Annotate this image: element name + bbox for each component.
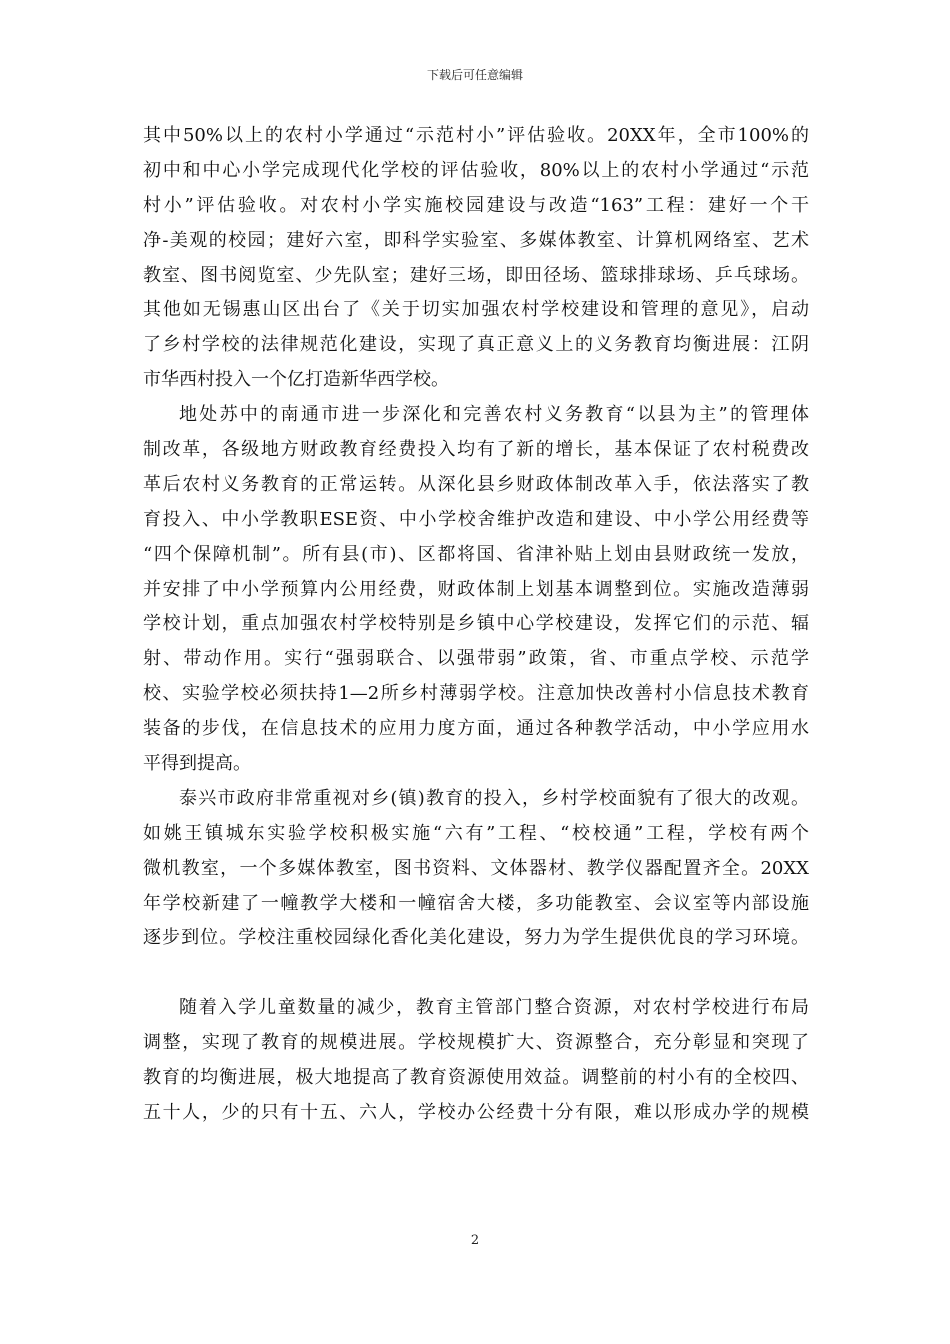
- text-line: 逐步到位。学校注重校园绿化香化美化建设，努力为学生提供优良的学习环境。: [143, 927, 809, 949]
- text-line: 市华西村投入一个亿打造新华西学校。: [143, 369, 449, 391]
- text-line: 五十人，少的只有十五、六人，学校办公经费十分有限，难以形成办学的规模: [143, 1101, 809, 1123]
- text-line: 村小”评估验收。对农村小学实施校园建设与改造“163”工程：建好一个干: [143, 194, 809, 216]
- text-line: 射、带动作用。实行“强弱联合、以强带弱”政策，省、市重点学校、示范学: [143, 648, 809, 670]
- text-line: 并安排了中小学预算内公用经费，财政体制上划基本调整到位。实施改造薄弱: [143, 578, 809, 600]
- document-body: [143, 119, 809, 1131]
- paragraph-4: [143, 991, 809, 1131]
- text-line: 平得到提高。: [143, 753, 251, 775]
- text-line: 微机教室，一个多媒体教室，图书资料、文体器材、教学仪器配置齐全。20XX: [143, 857, 809, 879]
- text-line: 革后农村义务教育的正常运转。从深化县乡财政体制改革入手，依法落实了教: [143, 473, 809, 495]
- text-line: “四个保障机制”。所有县(市)、区都将国、省津补贴上划由县财政统一发放，: [143, 543, 809, 565]
- paragraph-2: [143, 398, 809, 782]
- text-line: 制改革，各级地方财政教育经费投入均有了新的增长，基本保证了农村税费改: [143, 439, 809, 461]
- text-line: 泰兴市政府非常重视对乡(镇)教育的投入，乡村学校面貌有了很大的改观。: [179, 787, 809, 809]
- text-line: 如姚王镇城东实验学校积极实施“六有”工程、“校校通”工程，学校有两个: [143, 822, 809, 844]
- paragraph-1: [143, 119, 809, 398]
- page-number: 2: [470, 1233, 480, 1248]
- paragraph-spacer: [143, 956, 809, 991]
- text-line: 净-美观的校园；建好六室，即科学实验室、多媒体教室、计算机网络室、艺术: [143, 229, 809, 251]
- text-line: 装备的步伐，在信息技术的应用力度方面，通过各种教学活动，中小学应用水: [143, 718, 809, 740]
- paragraph-3: [143, 782, 809, 956]
- page-header: 下载后可任意编辑: [426, 68, 523, 82]
- text-line: 其他如无锡惠山区出台了《关于切实加强农村学校建设和管理的意见》，启动: [143, 299, 809, 321]
- text-line: 其中50%以上的农村小学通过“示范村小”评估验收。20XX年，全市100%的: [143, 125, 809, 146]
- text-line: 学校计划，重点加强农村学校特别是乡镇中心学校建设，发挥它们的示范、辐: [143, 613, 809, 635]
- text-line: 初中和中心小学完成现代化学校的评估验收，80%以上的农村小学通过“示范: [143, 159, 809, 181]
- text-line: 教室、图书阅览室、少先队室；建好三场，即田径场、篮球排球场、乒乓球场。: [143, 264, 809, 286]
- text-line: 地处苏中的南通市进一步深化和完善农村义务教育“以县为主”的管理体: [179, 404, 809, 426]
- text-line: 调整，实现了教育的规模进展。学校规模扩大、资源整合，充分彰显和突现了: [143, 1032, 809, 1054]
- text-line: 教育的均衡进展，极大地提高了教育资源使用效益。调整前的村小有的全校四、: [143, 1067, 809, 1089]
- text-line: 校、实验学校必须扶持1—2所乡村薄弱学校。注意加快改善村小信息技术教育: [143, 683, 809, 705]
- text-line: 了乡村学校的法律规范化建设，实现了真正意义上的义务教育均衡进展：江阴: [143, 334, 809, 356]
- text-line: 育投入、中小学教职ESE资、中小学校舍维护改造和建设、中小学公用经费等: [143, 508, 809, 530]
- text-line: 随着入学儿童数量的减少，教育主管部门整合资源，对农村学校进行布局: [179, 997, 809, 1019]
- text-line: 年学校新建了一幢教学大楼和一幢宿舍大楼，多功能教室、会议室等内部设施: [143, 892, 809, 914]
